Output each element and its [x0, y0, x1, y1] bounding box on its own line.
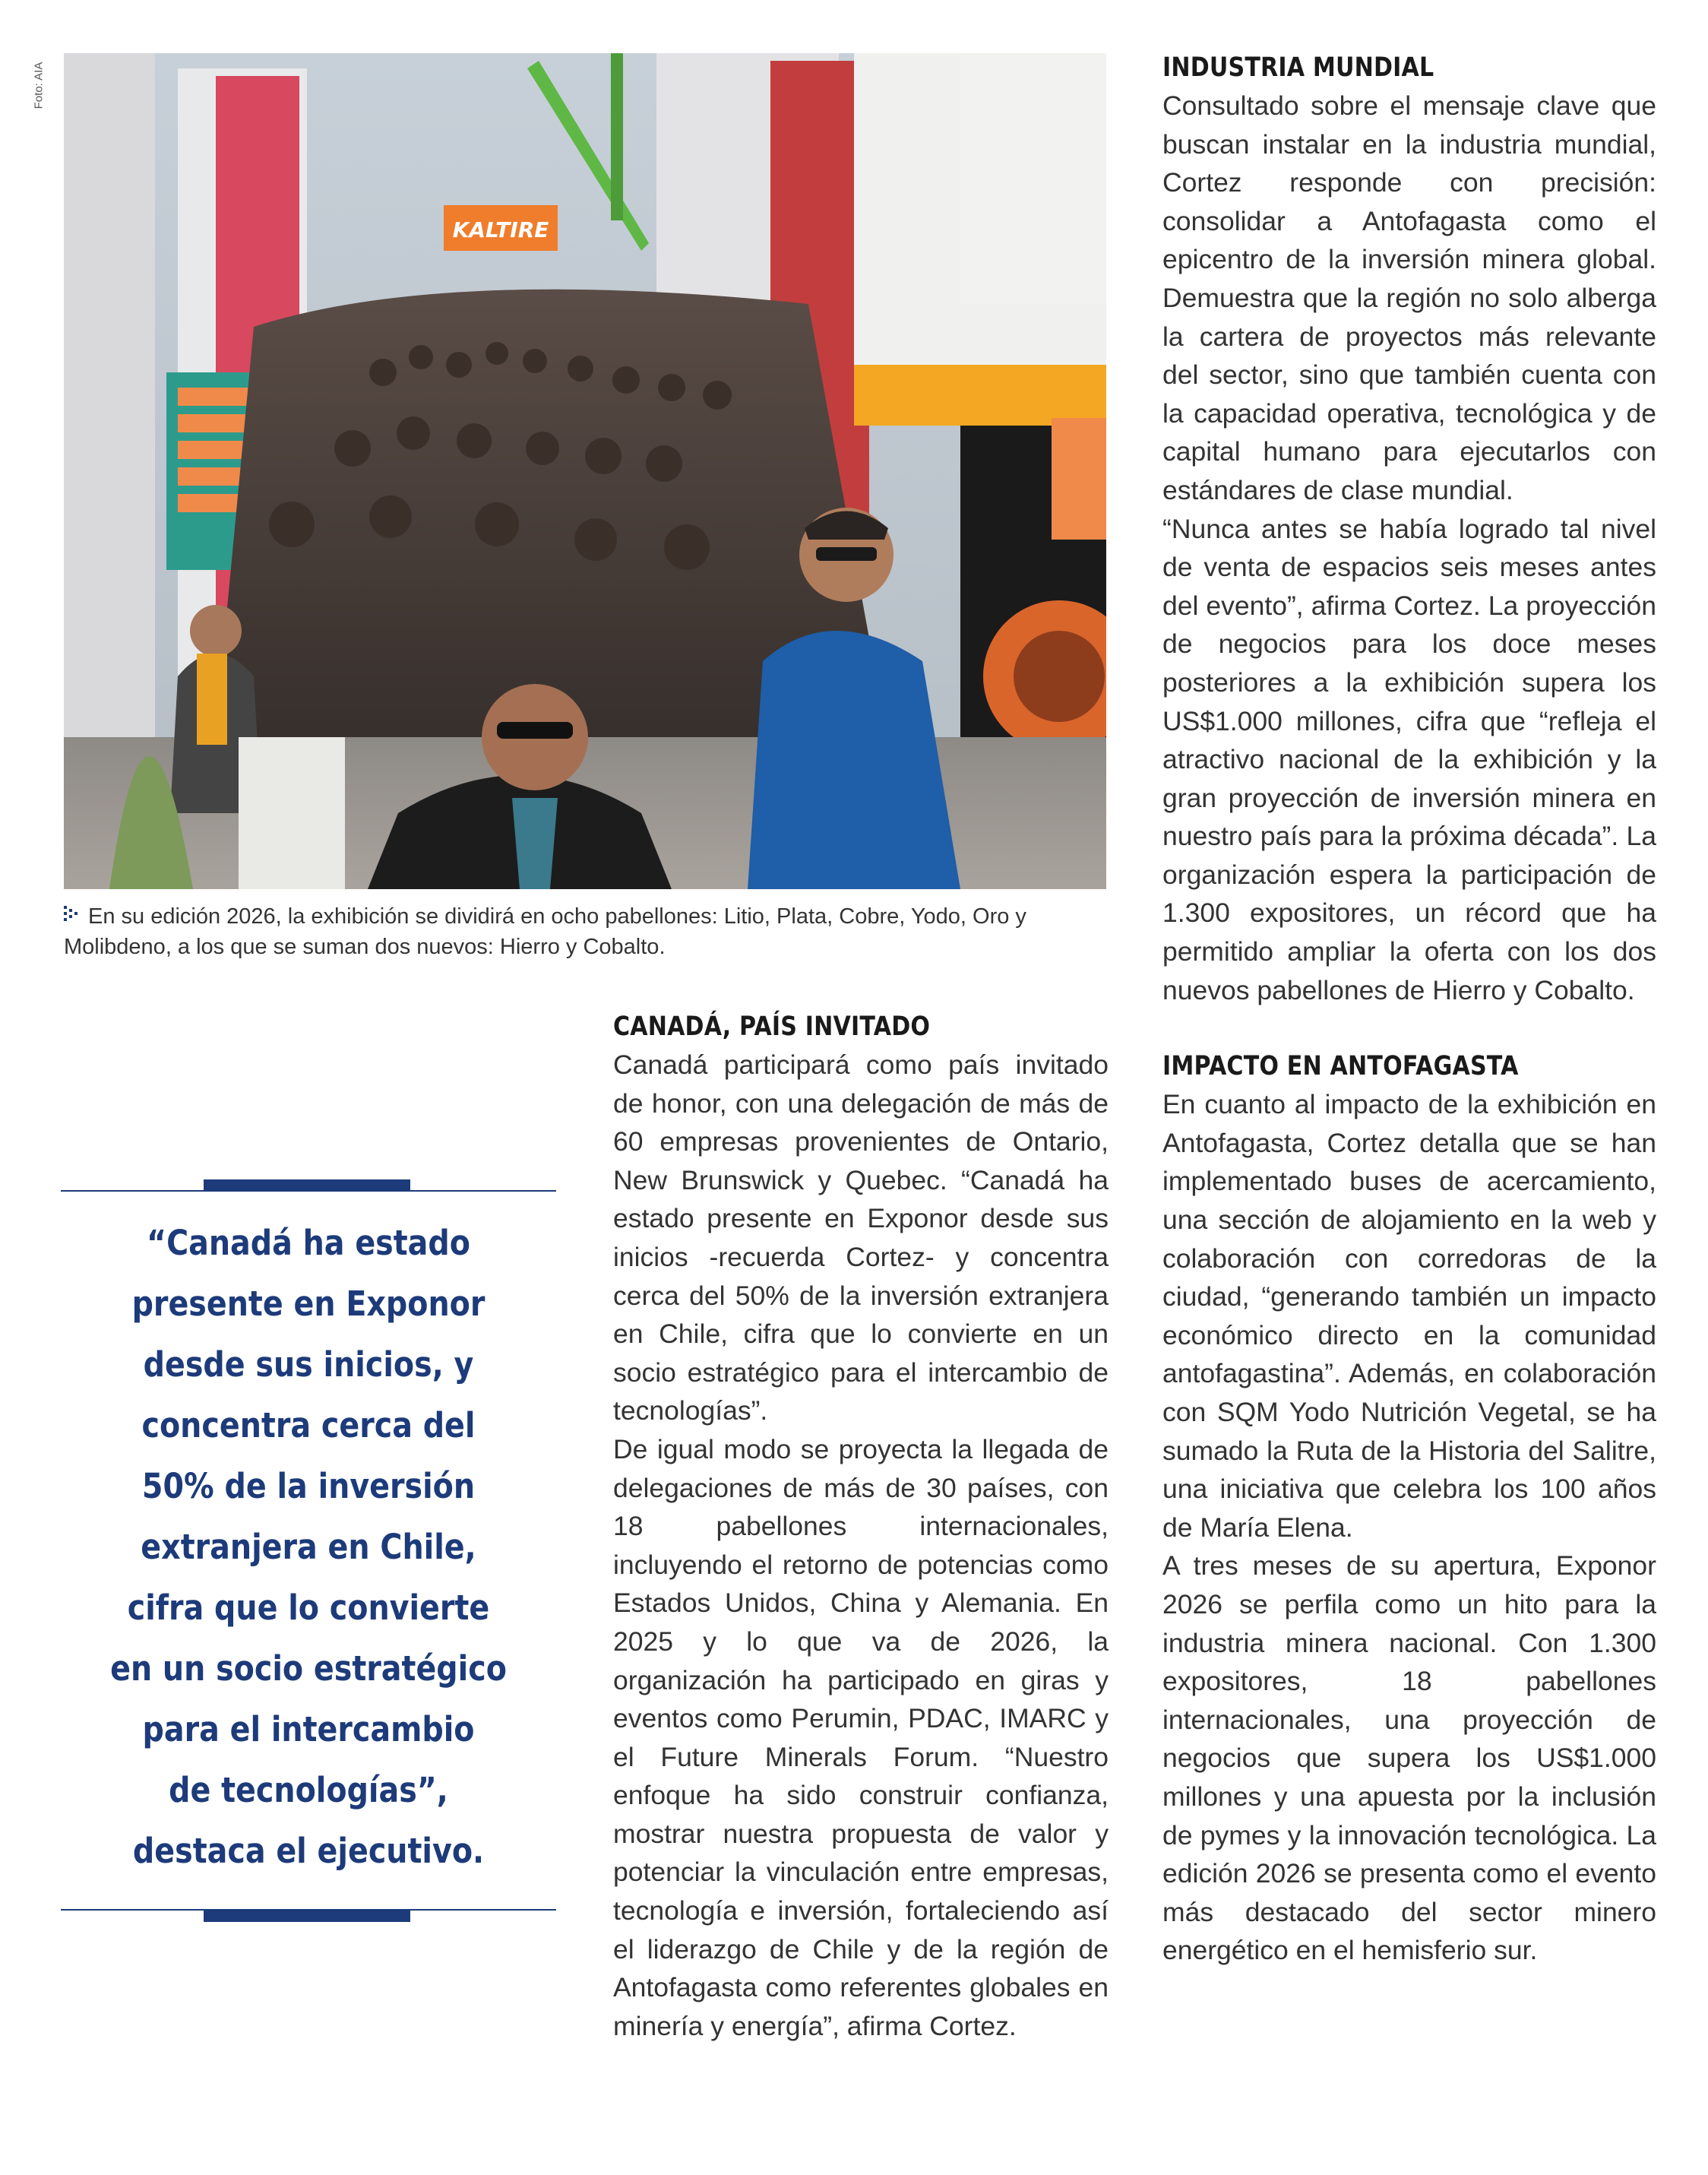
quote-line: extranjera en Chile,: [141, 1527, 476, 1567]
quote-line: “Canadá ha estado: [147, 1223, 470, 1263]
quote-line: desde sus inicios, y: [143, 1344, 474, 1385]
quote-line: para el intercambio: [142, 1709, 475, 1749]
article-column-middle: [613, 1008, 1109, 2045]
quote-top-rule: [61, 1190, 556, 1192]
photo-credit: Foto: AIA: [32, 62, 46, 109]
section-heading: IMPACTO EN ANTOFAGASTA: [1162, 1051, 1519, 1082]
quote-line: de tecnologías”,: [169, 1770, 448, 1810]
paragraph: Canadá participará como país invitado de honor, con una delegación de más de 60 empresas provenientes de Ontario, New Brunswick y Quebec. “Canadá ha estado presente en Exponor desde sus inicios -recuerda Cortez- y concentra cerca del 50% de la inversión extranjera en Chile, cifra que lo convierte en un socio estratégico para el intercambio de tecnologías”.: [613, 1050, 1109, 1426]
paragraph: A tres meses de su apertura, Exponor 2026 se perfila como un hito para la industria minera nacional. Con 1.300 expositores, 18 pabellones internacionales, una proyección de negocios que supera los US$1.000 millones y una apuesta por la inclusión de pymes y la innovación tecnológica. La edición 2026 se presenta como el evento más destacado del sector minero energético en el hemisferio sur.: [1162, 1550, 1656, 1966]
photo-caption: [64, 901, 1112, 962]
paragraph: En cuanto al impacto de la exhibición en Antofagasta, Cortez detalla que se han implementado buses de acercamiento, una sección de alojamiento en la web y colaboración con corredoras de la ciudad, “generando también un impacto económico directo en la comunidad antofagastina”. Además, en colaboración con SQM Yodo Nutrición Vegetal, se ha sumado la Ruta de la Historia del Salitre, una iniciativa que celebra los 100 años de María Elena.: [1162, 1089, 1656, 1543]
quote-line: 50% de la inversión: [141, 1466, 476, 1506]
quote-bottom-bar: [204, 1911, 410, 1922]
caption-text: En su edición 2026, la exhibición se dividirá en ocho pabellones: Litio, Plata, Cobre, Yodo, Oro y Molibdeno, a los que se suman dos nuevos: Hierro y Cobalto.: [64, 904, 1026, 959]
quote-line: concentra cerca del: [141, 1405, 476, 1445]
exhibition-photo: [64, 53, 1106, 889]
kaltire-sign-text: KALTIRE: [452, 217, 549, 242]
section-heading: CANADÁ, PAÍS INVITADO: [613, 1012, 931, 1042]
quote-line: destaca el ejecutivo.: [132, 1831, 485, 1871]
paragraph: “Nunca antes se había logrado tal nivel de venta de espacios seis meses antes del evento”, afirma Cortez. La proyección de negocios para los doce meses posteriores a la exhibición supera los US$1.000 millones, cifra que “refleja el atractivo nacional de la exhibición y la gran proyección de inversión minera en nuestro país para la próxima década”. La organización espera la participación de 1.300 expositores, un récord que ha permitido ampliar la oferta con los dos nuevos pabellones de Hierro y Cobalto.: [1162, 513, 1656, 1005]
article-column-right: [1162, 49, 1656, 1970]
section-heading: INDUSTRIA MUNDIAL: [1162, 52, 1434, 83]
paragraph: Consultado sobre el mensaje clave que buscan instalar en la industria mundial, Cortez responde con precisión: consolidar a Antofagasta como el epicentro de la inversión minera global. Demuestra que la región no solo alberga la cartera de proyectos más relevante del sector, sino que también cuenta con la capacidad operativa, tecnológica y de capital humano para ejecutarlos con estándares de clase mundial.: [1162, 90, 1656, 505]
pull-quote: [61, 1213, 556, 1882]
paragraph: De igual modo se proyecta la llegada de delegaciones de más de 30 países, con 18 pabellones internacionales, incluyendo el retorno de potencias como Estados Unidos, China y Alemania. En 2025 y lo que va de 2026, la organización ha participado en giras y eventos como Perumin, PDAC, IMARC y el Future Minerals Forum. “Nuestro enfoque ha sido construir confianza, mostrar nuestra propuesta de valor y potenciar la vinculación entre empresas, tecnología e inversión, fortaleciendo así el liderazgo de Chile y de la región de Antofagasta como referentes globales en minería y energía”, afirma Cortez.: [613, 1433, 1109, 2041]
quote-line: presente en Exponor: [131, 1284, 486, 1324]
quote-top-bar: [204, 1179, 410, 1191]
caption-arrow-icon: [64, 904, 81, 925]
quote-line: cifra que lo convierte: [127, 1588, 490, 1628]
crowd-illustration: [64, 53, 1106, 889]
quote-line: en un socio estratégico: [110, 1648, 507, 1689]
